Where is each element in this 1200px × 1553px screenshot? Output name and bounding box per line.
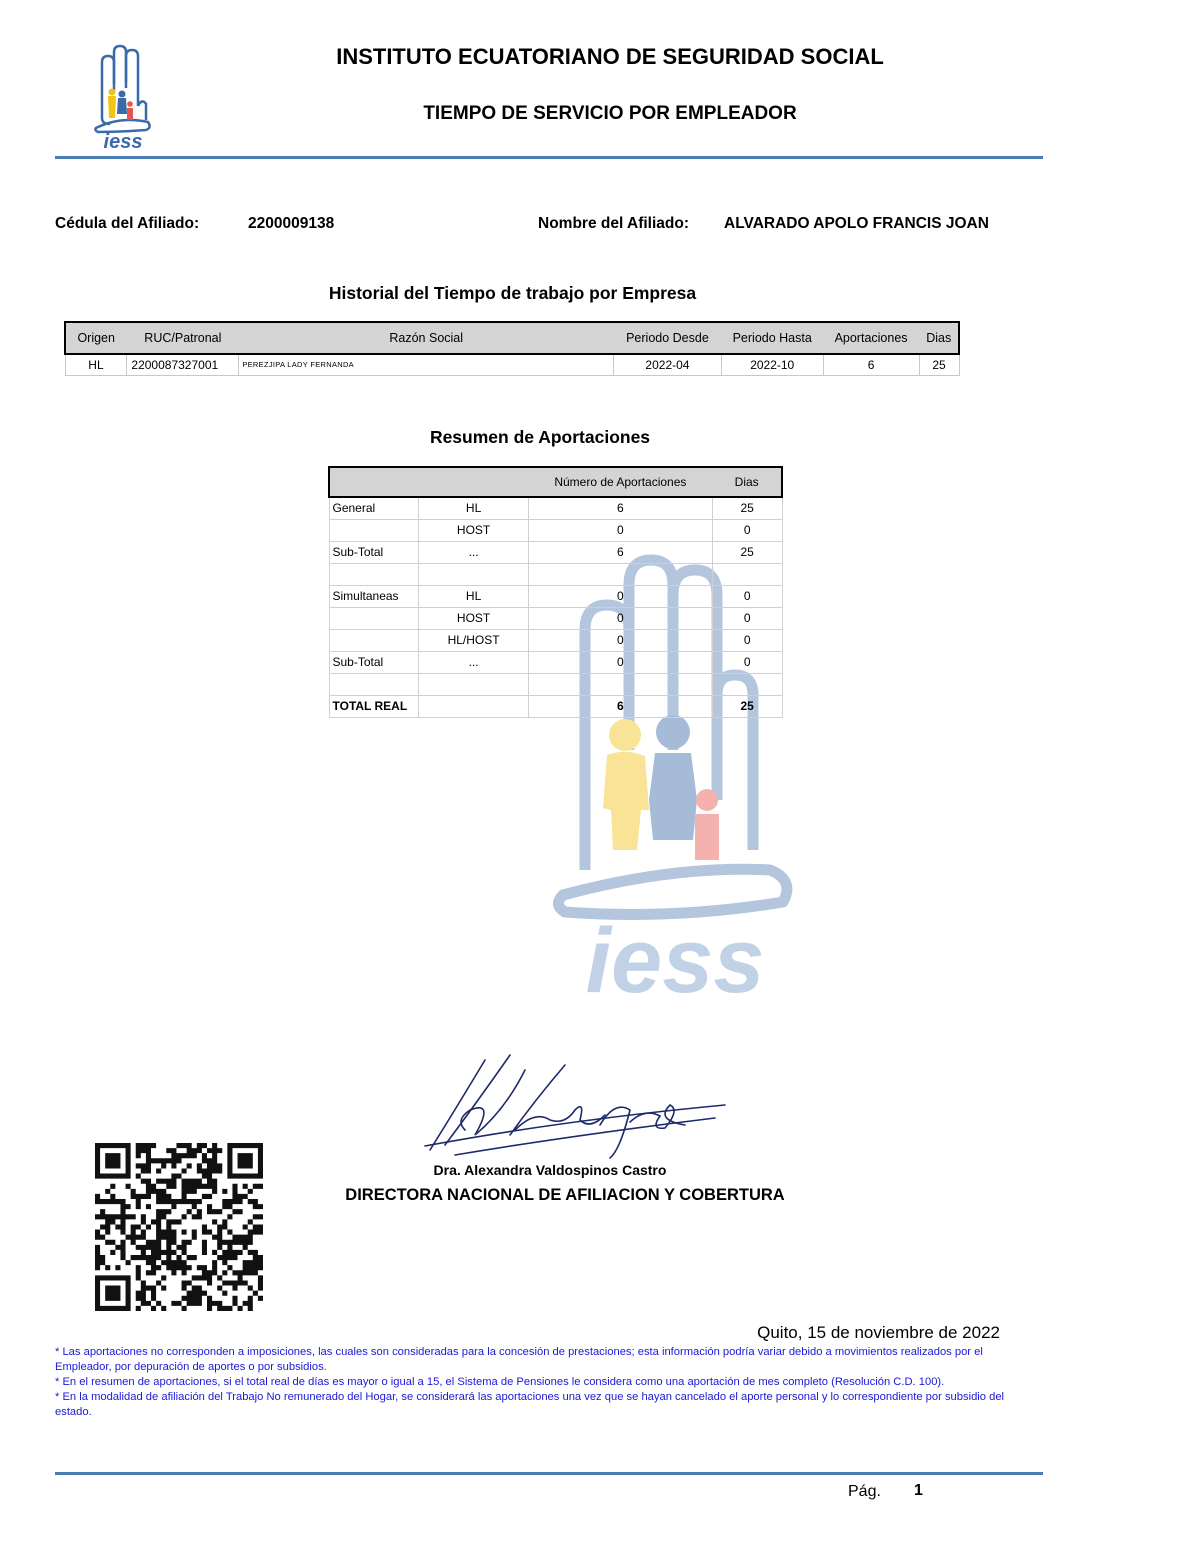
- col-periodo-hasta: Periodo Hasta: [721, 322, 823, 354]
- place-date: Quito, 15 de noviembre de 2022: [757, 1323, 1000, 1342]
- svg-text:iess: iess: [103, 131, 143, 152]
- cell-aportaciones: 0: [528, 519, 712, 541]
- col-dias: Dias: [919, 322, 959, 354]
- total-row: [329, 695, 782, 717]
- table-row: [329, 607, 782, 629]
- cell-dias: 0: [712, 519, 782, 541]
- cell-tipo: Sub-Total: [329, 541, 419, 563]
- col-tipo: [329, 467, 419, 497]
- cell-dias: 25: [712, 695, 782, 717]
- cell-origen: ...: [419, 541, 529, 563]
- cell-aportaciones: [528, 563, 712, 585]
- resumen-table: [328, 466, 783, 718]
- footnote: * En el resumen de aportaciones, si el total real de días es mayor o igual a 15, el Sistema de Pensiones le considera como una aportación de mes completo (Resolución C.D. 100).: [55, 1376, 945, 1388]
- cell-tipo: [329, 673, 419, 695]
- cell-tipo: [329, 519, 419, 541]
- cell-dias: [712, 673, 782, 695]
- cell-dias: 25: [712, 497, 782, 519]
- col-ruc: RUC/Patronal: [127, 322, 239, 354]
- footnote: * En la modalidad de afiliación del Trabajo No remunerado del Hogar, se considerará las aportaciones una vez que se hayan cancelado el aporte personal y lo correspondiente por subsidio del estado.: [55, 1391, 1005, 1418]
- cell-origen: HL: [419, 585, 529, 607]
- cedula-value: 2200009138: [248, 215, 335, 232]
- col-origen: Origen: [65, 322, 127, 354]
- cell-dias: 25: [712, 541, 782, 563]
- table-row: [65, 354, 959, 375]
- cell-dias: 0: [712, 629, 782, 651]
- iess-logo: [90, 40, 156, 152]
- col-numero-aportaciones: Número de Aportaciones: [528, 467, 712, 497]
- cell-tipo: General: [329, 497, 419, 519]
- signer-role: DIRECTORA NACIONAL DE AFILIACION Y COBERTURA: [345, 1186, 785, 1204]
- cell-aportaciones: 0: [528, 629, 712, 651]
- cell-origen: HOST: [419, 519, 529, 541]
- signer-name: Dra. Alexandra Valdospinos Castro: [433, 1162, 667, 1178]
- cell-dias: 0: [712, 607, 782, 629]
- cell-periodo-desde: 2022-04: [614, 354, 722, 375]
- cell-aportaciones: 6: [528, 497, 712, 519]
- table-row: [329, 563, 782, 585]
- cell-origen: HOST: [419, 607, 529, 629]
- cell-aportaciones: 6: [528, 695, 712, 717]
- cell-tipo: [329, 563, 419, 585]
- cell-origen: [419, 695, 529, 717]
- handwritten-signature: [415, 1050, 735, 1165]
- cell-origen: [419, 673, 529, 695]
- cell-periodo-hasta: 2022-10: [721, 354, 823, 375]
- nombre-value: ALVARADO APOLO FRANCIS JOAN: [724, 215, 989, 232]
- qr-modules: [95, 1143, 263, 1311]
- table-row: [329, 519, 782, 541]
- resumen-header-row: [329, 467, 782, 497]
- col-origen: [419, 467, 529, 497]
- cell-razon-social: PEREZJIPA LADY FERNANDA: [239, 354, 614, 375]
- cell-aportaciones: 6: [823, 354, 919, 375]
- resumen-title: Resumen de Aportaciones: [429, 427, 651, 447]
- cell-tipo: TOTAL REAL: [329, 695, 419, 717]
- nombre-label: Nombre del Afiliado:: [538, 215, 689, 232]
- svg-text:iess: iess: [585, 910, 765, 1000]
- cell-aportaciones: 6: [528, 541, 712, 563]
- cell-tipo: [329, 607, 419, 629]
- historial-title: Historial del Tiempo de trabajo por Empresa: [328, 283, 697, 303]
- header-divider: [55, 156, 1043, 159]
- cell-origen: [419, 563, 529, 585]
- cell-origen: HL: [419, 497, 529, 519]
- footnote: * Las aportaciones no corresponden a imposiciones, las cuales son consideradas para la concesión de prestaciones; esta información podría variar debido a movimientos realizados por el Empleador, por depuración de aportes o por subsidios.: [55, 1346, 983, 1373]
- cell-origen: HL: [65, 354, 127, 375]
- cell-aportaciones: 0: [528, 651, 712, 673]
- table-row: [329, 651, 782, 673]
- page-number: 1: [914, 1482, 923, 1499]
- cell-tipo: Sub-Total: [329, 651, 419, 673]
- col-periodo-desde: Periodo Desde: [614, 322, 722, 354]
- historial-header-row: [65, 322, 959, 354]
- historial-table: [64, 321, 960, 376]
- cell-ruc: 2200087327001: [127, 354, 239, 375]
- table-row: [329, 541, 782, 563]
- cell-dias: 25: [919, 354, 959, 375]
- cedula-label: Cédula del Afiliado:: [55, 215, 200, 232]
- page-label: Pág.: [848, 1483, 881, 1500]
- cell-tipo: Simultaneas: [329, 585, 419, 607]
- institution-title: INSTITUTO ECUATORIANO DE SEGURIDAD SOCIAL: [336, 44, 884, 69]
- cell-dias: 0: [712, 651, 782, 673]
- table-row: [329, 673, 782, 695]
- col-aportaciones: Aportaciones: [823, 322, 919, 354]
- cell-origen: HL/HOST: [419, 629, 529, 651]
- cell-aportaciones: 0: [528, 607, 712, 629]
- document-title: TIEMPO DE SERVICIO POR EMPLEADOR: [423, 103, 797, 124]
- cell-origen: ...: [419, 651, 529, 673]
- table-row: [329, 497, 782, 519]
- footer-divider: [55, 1472, 1043, 1475]
- cell-dias: 0: [712, 585, 782, 607]
- col-dias: Dias: [712, 467, 782, 497]
- col-razon-social: Razón Social: [239, 322, 614, 354]
- cell-aportaciones: [528, 673, 712, 695]
- table-row: [329, 585, 782, 607]
- cell-tipo: [329, 629, 419, 651]
- table-row: [329, 629, 782, 651]
- cell-aportaciones: 0: [528, 585, 712, 607]
- cell-dias: [712, 563, 782, 585]
- qr-code: [95, 1143, 263, 1311]
- footnotes: [55, 1345, 1035, 1420]
